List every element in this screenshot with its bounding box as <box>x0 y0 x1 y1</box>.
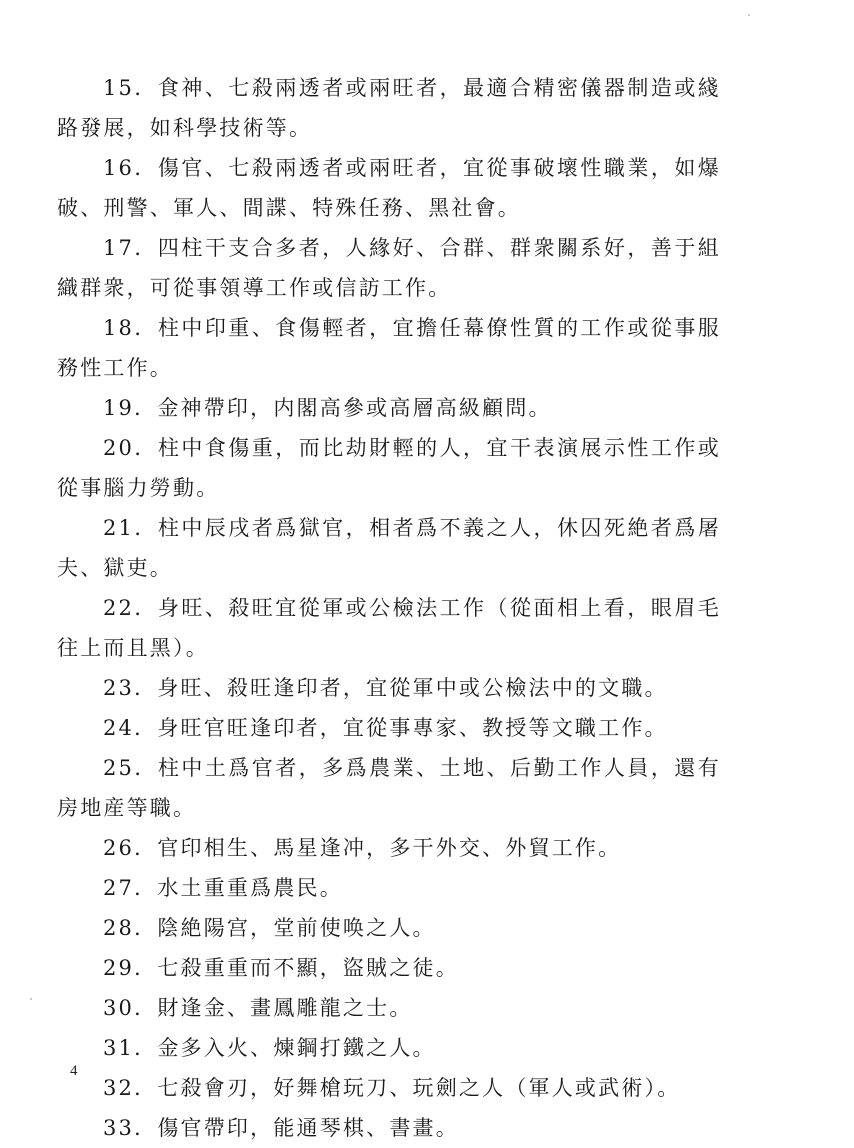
list-item-30: 30．財逢金、畫鳳雕龍之士。 <box>103 996 413 1020</box>
list-item-28: 28．陰絶陽宫，堂前使唤之人。 <box>103 916 436 940</box>
scan-speck <box>30 998 32 1000</box>
list-item-18: 18．柱中印重、食傷輕者，宜擔任幕僚性質的工作或從事服務性工作。 <box>57 316 721 380</box>
list-item-27: 27．水土重重爲農民。 <box>103 876 343 900</box>
list-item-15: 15．食神、七殺兩透者或兩旺者，最適合精密儀器制造或綫路發展，如科學技術等。 <box>57 76 721 140</box>
list-item-19: 19．金神帶印，内閣高參或高層高級顧問。 <box>103 396 552 420</box>
list-item-24: 24．身旺官旺逢印者，宜從事專家、教授等文職工作。 <box>103 716 668 740</box>
list-item-20: 20．柱中食傷重，而比劫財輕的人，宜干表演展示性工作或從事腦力勞動。 <box>57 436 721 500</box>
page-number: 4 <box>70 1063 78 1079</box>
list-item-25: 25．柱中土爲官者，多爲農業、土地、后勤工作人員，還有房地産等職。 <box>57 756 721 820</box>
list-item-29: 29．七殺重重而不顯，盜賊之徒。 <box>103 956 459 980</box>
list-item-26: 26．官印相生、馬星逢冲，多干外交、外貿工作。 <box>103 836 622 860</box>
body-text <box>57 68 721 1148</box>
list-item-23: 23．身旺、殺旺逢印者，宜從軍中或公檢法中的文職。 <box>103 676 668 700</box>
list-item-16: 16．傷官、七殺兩透者或兩旺者，宜從事破壞性職業，如爆破、刑警、軍人、間諜、特殊任務、黑社會。 <box>57 156 721 220</box>
list-item-22: 22．身旺、殺旺宜從軍或公檢法工作（從面相上看，眼眉毛往上而且黑）。 <box>57 596 721 660</box>
list-item-17: 17．四柱干支合多者，人緣好、合群、群衆關系好，善于組織群衆，可從事領導工作或信訪工作。 <box>57 236 721 300</box>
list-item-33: 33．傷官帶印，能通琴棋、書畫。 <box>103 1116 459 1140</box>
list-item-21: 21．柱中辰戌者爲獄官，相者爲不義之人，休囚死絶者爲屠夫、獄吏。 <box>57 516 721 580</box>
scan-speck <box>748 14 750 16</box>
list-item-32: 32．七殺會刃，好舞槍玩刀、玩劍之人（軍人或武術）。 <box>103 1076 681 1100</box>
list-item-31: 31．金多入火、煉鋼打鐵之人。 <box>103 1036 436 1060</box>
